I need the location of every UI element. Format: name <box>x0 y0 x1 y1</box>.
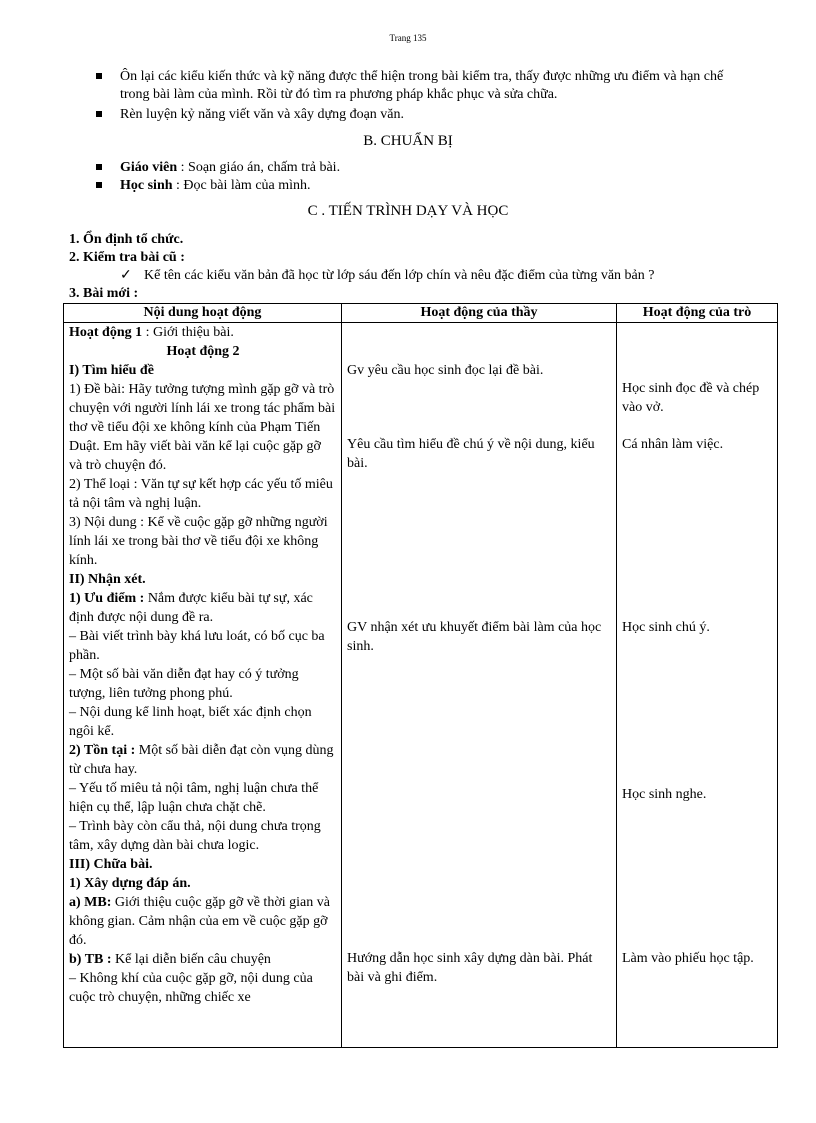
answer-heading <box>69 874 337 893</box>
objectives-list <box>94 68 754 124</box>
section-1-title-text: I) Tìm hiểu đề <box>69 363 154 378</box>
opening-label: a) MB: <box>69 895 112 910</box>
answer-heading-text: 1) Xây dựng đáp án. <box>69 876 191 891</box>
teacher-note: Yêu cầu tìm hiểu đề chú ý về nội dung, kiểu bài. <box>347 437 595 471</box>
step-1 <box>69 231 183 249</box>
teacher-cell <box>342 323 617 1048</box>
section-c-heading: C . TIẾN TRÌNH DẠY VÀ HỌC <box>307 203 509 219</box>
prep-text: : Đọc bài làm của mình. <box>172 178 311 193</box>
column-header: Hoạt động của trò <box>617 304 778 323</box>
student-note: Học sinh chú ý. <box>622 620 710 635</box>
step-2-item <box>120 267 654 285</box>
opening-paragraph <box>69 893 337 950</box>
section-1-title <box>69 361 337 380</box>
advantage-item: – Một số bài văn diễn đạt hay có ý tưởng tượng, liên tưởng phong phú. <box>69 667 299 701</box>
content-cell <box>64 323 342 1048</box>
advantages-label: 1) Ưu điểm : <box>69 591 145 606</box>
square-bullet-icon <box>96 182 102 188</box>
body-text: Kể lại diễn biến câu chuyện <box>111 952 271 967</box>
step-1-text: 1. Ổn định tổ chức. <box>69 232 184 247</box>
section-3-title-text: III) Chữa bài. <box>69 857 153 872</box>
advantages-paragraph <box>69 589 337 627</box>
list-item <box>94 177 754 195</box>
shortcoming-item: – Yếu tố miêu tả nội tâm, nghị luận chưa thể hiện cụ thể, lập luận chưa chặt chẽ. <box>69 781 319 815</box>
column-header: Hoạt động của thầy <box>342 304 617 323</box>
shortcomings-label: 2) Tồn tại : <box>69 743 136 758</box>
step-2-text: 2. Kiểm tra bài cũ : <box>69 250 185 265</box>
genre-paragraph: 2) Thể loại : Văn tự sự kết hợp các yếu tố miêu tả nội tâm và nghị luận. <box>69 477 333 511</box>
list-item-text: Ôn lại các kiểu kiến thức và kỹ năng được thể hiện trong bài kiểm tra, thấy được những ưu điểm và hạn chế trong bài làm của mình. Rồi từ đó tìm ra phương pháp khắc phục và sửa chữa. <box>120 69 724 102</box>
teacher-note: GV nhận xét ưu khuyết điểm bài làm của học sinh. <box>347 620 602 654</box>
body-label: b) TB : <box>69 952 112 967</box>
body-item: – Không khí của cuộc gặp gỡ, nội dung của cuộc trò chuyện, những chiếc xe <box>69 971 313 1005</box>
advantages-text: Nắm được kiểu bài tự sự, xác định được nội dung đề ra. <box>69 591 313 625</box>
teacher-note: Gv yêu cầu học sinh đọc lại đề bài. <box>347 363 544 378</box>
section-3-title <box>69 855 337 874</box>
student-note: Học sinh nghe. <box>622 787 707 802</box>
student-note: Cá nhân làm việc. <box>622 437 724 452</box>
section-b-heading: B. CHUẨN BỊ <box>363 133 453 149</box>
step-2-item-text: Kể tên các kiểu văn bản đã học từ lớp sáu đến lớp chín và nêu đặc điểm của từng văn bản ? <box>144 268 655 283</box>
square-bullet-icon <box>96 73 102 79</box>
column-header: Nội dung hoạt động <box>64 304 342 323</box>
activity-2-label: Hoạt động 2 <box>166 344 240 359</box>
prep-label: Giáo viên <box>120 160 178 175</box>
step-3-text: 3. Bài mới : <box>69 286 139 301</box>
activity-1 <box>69 323 337 342</box>
shortcomings-text: Một số bài diễn đạt còn vụng dùng từ chưa hay. <box>69 743 334 777</box>
opening-text: Giới thiệu cuộc gặp gỡ về thời gian và không gian. Cảm nhận của em về cuộc gặp gỡ đó. <box>69 895 330 948</box>
section-2-title <box>69 570 337 589</box>
list-item <box>94 159 754 177</box>
activity-2-heading <box>69 342 337 361</box>
prep-label: Học sinh <box>120 178 173 193</box>
list-item <box>94 68 754 104</box>
table-row <box>64 323 778 1048</box>
student-note: Học sinh đọc đề và chép vào vở. <box>622 381 760 415</box>
advantage-item: – Nội dung kể linh hoạt, biết xác định chọn ngôi kể. <box>69 705 312 739</box>
section-2-title-text: II) Nhận xét. <box>69 572 146 587</box>
student-note: Làm vào phiếu học tập. <box>622 951 754 966</box>
activity-1-text: : Giới thiệu bài. <box>142 325 234 340</box>
check-icon: ✓ <box>120 268 132 283</box>
prep-text: : Soạn giáo án, chấm trả bài. <box>177 160 341 175</box>
square-bullet-icon <box>96 111 102 117</box>
square-bullet-icon <box>96 164 102 170</box>
step-3 <box>69 285 138 303</box>
step-2 <box>69 249 185 267</box>
table-header-row <box>64 304 778 323</box>
teacher-note: Hướng dẫn học sinh xây dựng dàn bài. Phát bài và ghi điểm. <box>347 951 593 985</box>
content-paragraph: 3) Nội dung : Kể về cuộc gặp gỡ những người lính lái xe trong bài thơ về tiểu đội xe không kính. <box>69 515 328 568</box>
student-cell <box>617 323 778 1048</box>
activity-1-label: Hoạt động 1 <box>69 325 143 340</box>
advantage-item: – Bài viết trình bày khá lưu loát, có bố cục ba phần. <box>69 629 325 663</box>
shortcomings-paragraph <box>69 741 337 779</box>
shortcoming-item: – Trình bày còn cẩu thả, nội dung chưa trọng tâm, xây dựng dàn bài chưa logic. <box>69 819 321 853</box>
prep-list <box>94 159 754 195</box>
content-column <box>64 323 341 1007</box>
list-item <box>94 106 754 124</box>
body-paragraph <box>69 950 337 969</box>
page-number: Trang 135 <box>389 33 427 43</box>
list-item-text: Rèn luyện kỷ năng viết văn và xây dựng đoạn văn. <box>120 107 405 122</box>
topic-paragraph: 1) Đề bài: Hãy tưởng tượng mình gặp gỡ và trò chuyện với người lính lái xe trong tác phẩm bài thơ về tiểu đội xe không kính của Phạm Tiến Duật. Em hãy viết bài văn kể lại cuộc gặp gỡ và trò chuyện đó. <box>69 382 336 473</box>
